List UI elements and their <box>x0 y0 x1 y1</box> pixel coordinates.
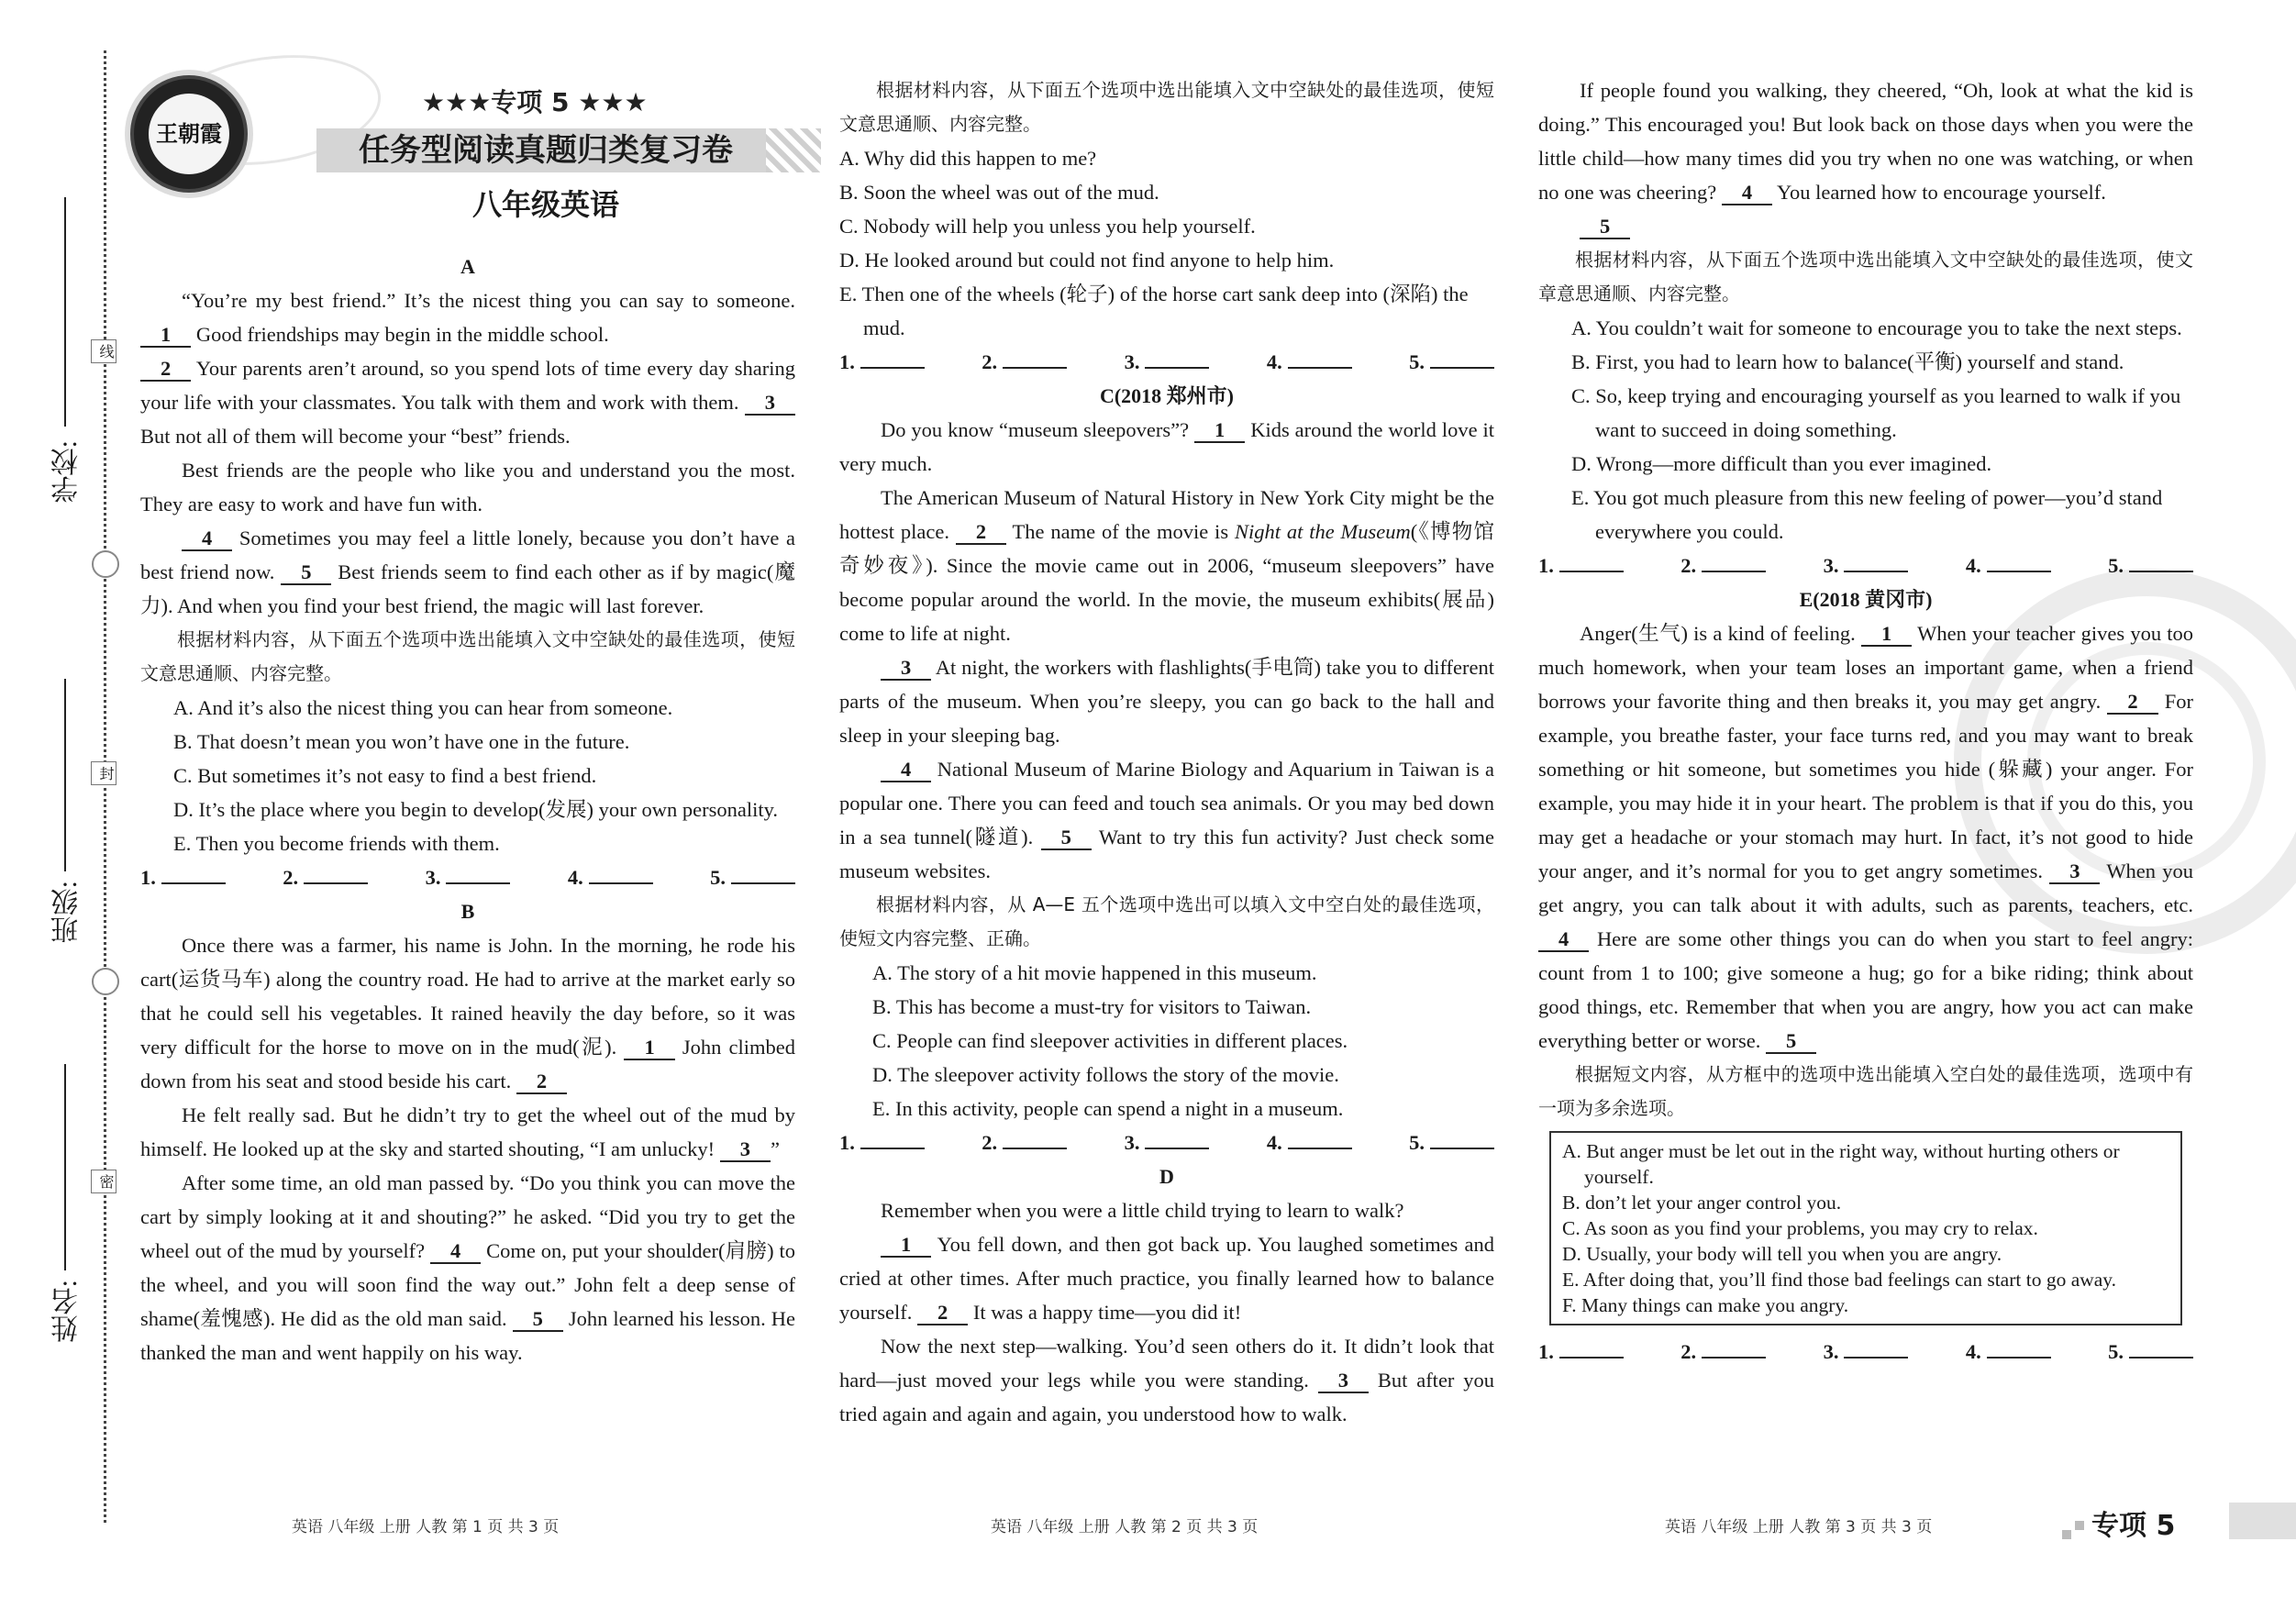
option-c: C. So, keep trying and encouraging yourself as you learned to walk if you want to succeed in doing something. <box>1571 384 2181 441</box>
option-e: E. Then you become friends with them. <box>173 832 500 855</box>
answer-field[interactable] <box>1003 1127 1067 1149</box>
footer-page-1: 英语 八年级 上册 人教 第 1 页 共 3 页 <box>292 1518 560 1536</box>
option-b: B. That doesn’t mean you won’t have one in the future. <box>173 730 630 753</box>
option-c: C. But sometimes it’s not easy to find a best friend. <box>173 764 597 787</box>
topic-label: ★★★专项 5 ★★★ <box>422 87 648 117</box>
blank-3[interactable]: 3 <box>881 657 931 681</box>
bind-mark-feng: 封 <box>91 761 116 785</box>
option-e: E. Then one of the wheels (轮子) of the horse cart sank deep into (深陷) the mud. <box>839 283 1469 339</box>
corner-square-icon <box>2062 1530 2071 1539</box>
title-bar-pattern <box>766 128 821 172</box>
passage-c-paragraph: 3 At night, the workers with flashlights(手电筒) take you to different parts of the museum. When you’re sleepy, you can go back to the hall and sleep in your sleeping bag. <box>839 656 1494 747</box>
blank-2[interactable]: 2 <box>956 521 1006 545</box>
corner-topic-label: 专项 5 <box>2091 1510 2176 1542</box>
section-label-e: E(2018 黄冈市) <box>1799 588 1933 611</box>
option-a: A. You couldn’t wait for someone to encourage you to take the next steps. <box>1571 316 2182 339</box>
answer-row-b: 1. 2. 3. 4. 5. <box>839 345 1494 379</box>
school-label: 学校: <box>52 440 83 504</box>
option-c: C. People can find sleepover activities in different places. <box>872 1029 1348 1052</box>
passage-b-paragraph: He felt really sad. But he didn’t try to get the wheel out of the mud by himself. He looked up at the sky and started shouting, “I am unlucky! 3 ” <box>140 1103 795 1160</box>
option-a: A. But anger must be let out in the right way, without hurting others or yourself. <box>1562 1140 2120 1188</box>
options-box <box>1549 1131 2182 1325</box>
instructions-e: 根据短文内容，从方框中的选项中选出能填入空白处的最佳选项，选项中有一项为多余选项。 <box>1538 1063 2193 1119</box>
column-2 <box>839 73 1494 1431</box>
passage-c-paragraph: 4 National Museum of Marine Biology and Aquarium in Taiwan is a popular one. There you can feed and touch sea animals. Or you may bed down in a sea tunnel(隧道). 5 Want to try this fun activity? Just check some museum websites. <box>839 758 1495 882</box>
section-label-a: A <box>460 255 475 278</box>
passage-b-paragraph: After some time, an old man passed by. “Do you think you can move the cart by simply looking at it and shouting?” he asked. “Did you try to get the wheel out of the mud by yourself? 4 Come on, put your shoulder(肩膀) to the wheel, and you will soon find the way out.” John felt a deep sense of shame(羞愧感). He did as the old man said. 5 John learned his lesson. He thanked the man and went happily on his way. <box>140 1171 796 1364</box>
blank-3[interactable]: 3 <box>745 392 795 416</box>
footer-page-2: 英语 八年级 上册 人教 第 2 页 共 3 页 <box>991 1518 1259 1536</box>
answer-field[interactable] <box>446 862 510 884</box>
passage-b-paragraph: Once there was a farmer, his name is John. In the morning, he rode his cart(运货马车) along the country road. He had to arrive at the market early so that he could sell his vegetables. It rained heavily the day before, so it was very difficult for the horse to move on in the mud(泥). 1 John climbed down from his seat and stood beside his cart. 2 <box>140 934 796 1092</box>
answer-field[interactable] <box>589 862 653 884</box>
passage-d-paragraph: Remember when you were a little child trying to learn to walk? <box>881 1199 1404 1222</box>
blank-3[interactable]: 3 <box>2049 860 2100 884</box>
blank-2[interactable]: 2 <box>917 1302 968 1325</box>
passage-a-paragraph: Best friends are the people who like you and understand you the most. They are easy to work and have fun with. <box>140 459 795 516</box>
blank-2[interactable]: 2 <box>140 358 191 382</box>
class-line[interactable] <box>64 679 66 871</box>
option-b: B. Soon the wheel was out of the mud. <box>839 181 1159 204</box>
section-label-d: D <box>1159 1165 1174 1188</box>
answer-field[interactable] <box>1559 550 1624 572</box>
footer-page-3: 英语 八年级 上册 人教 第 3 页 共 3 页 <box>1665 1518 1933 1536</box>
answer-field[interactable] <box>2129 550 2193 572</box>
bind-mark-xian: 线 <box>91 339 116 363</box>
blank-4[interactable]: 4 <box>182 527 232 551</box>
instructions-d: 根据材料内容，从下面五个选项中选出能填入文中空缺处的最佳选项，使文章意思通顺、内容完整。 <box>1538 249 2193 305</box>
passage-d-paragraph: Now the next step—walking. You’d seen others do it. It didn’t look that hard—just moved your legs while you were standing. 3 But after you tried again and again and again, you understood how to walk. <box>839 1335 1495 1425</box>
blank-2[interactable]: 2 <box>516 1070 567 1094</box>
section-label-c: C(2018 郑州市) <box>1099 384 1235 407</box>
answer-row-c: 1. 2. 3. 4. 5. <box>839 1126 1494 1159</box>
blank-5[interactable]: 5 <box>281 561 331 585</box>
passage-a-paragraph: 2 Your parents aren’t around, so you spend lots of time every day sharing your life with your classmates. You talk with them and work with them. 3 But not all of them will become your “best” friends. <box>140 357 795 448</box>
passage-e-paragraph: Anger(生气) is a kind of feeling. 1 When your teacher gives you too much homework, when your team loses an important game, when a friend borrows your favorite thing and then breaks it, you may get angry. 2 For example, you breathe faster, your face turns red, and you may want to break something or hit someone, but sometimes you hide (躲藏) your anger. For example, you may hide it in your heart. The problem is that if you do this, you may get a headache or your stomach may hurt. In fact, it’s not good to hide your anger, and it’s normal for you to get angry sometimes. 3 When you get angry, you can talk about it with adults, such as parents, teachers, etc. 4 Here are some other things you can do when you start to feel angry: count from 1 to 100; give someone a hug; go for a bike riding; think about good things, etc. Remember that when you are angry, how you act can make everything better or worse. 5 <box>1538 622 2194 1052</box>
answer-field[interactable] <box>2129 1336 2193 1359</box>
blank-4[interactable]: 4 <box>1538 928 1589 952</box>
passage-d-paragraph: If people found you walking, they cheered, “Oh, look at what the kid is doing.” This encouraged you! But look back on those days when you were the little child—how many times did you try when no one was watching, or when no one was cheering? 4 You learned how to encourage yourself. <box>1538 79 2193 204</box>
answer-field[interactable] <box>1430 347 1494 369</box>
blank-5[interactable]: 5 <box>1766 1030 1816 1054</box>
answer-row-a: 1. 2. 3. 4. 5. <box>140 860 795 894</box>
option-f: F. Many things can make you angry. <box>1562 1294 1849 1316</box>
answer-field[interactable] <box>161 862 226 884</box>
blank-1[interactable]: 1 <box>1194 419 1245 443</box>
passage-a-paragraph: 4 Sometimes you may feel a little lonely, because you don’t have a best friend now. 5 Best friends seem to find each other as if by magic(魔力). And when you find your best friend, the magic will last forever. <box>140 527 796 617</box>
option-d: D. It’s the place where you begin to develop(发展) your own personality. <box>173 798 778 821</box>
blank-5[interactable]: 5 <box>513 1308 563 1332</box>
blank-4[interactable]: 4 <box>881 759 931 782</box>
answer-field[interactable] <box>1844 1336 1908 1359</box>
binding-dotted-line <box>104 50 106 1523</box>
answer-field[interactable] <box>1288 347 1352 369</box>
column-3 <box>1538 73 2193 1369</box>
answer-field[interactable] <box>304 862 368 884</box>
instructions-a: 根据材料内容，从下面五个选项中选出能填入文中空缺处的最佳选项，使短文意思通顺、内容完整。 <box>140 628 795 684</box>
answer-field[interactable] <box>1145 1127 1209 1149</box>
answer-field[interactable] <box>860 1127 925 1149</box>
option-d: D. Wrong—more difficult than you ever imagined. <box>1571 452 1992 475</box>
option-d: D. The sleepover activity follows the story of the movie. <box>872 1063 1339 1086</box>
binding-hole-icon <box>92 550 119 578</box>
blank-1[interactable]: 1 <box>140 324 191 348</box>
option-c: C. Nobody will help you unless you help yourself. <box>839 215 1256 238</box>
option-a: A. The story of a hit movie happened in this museum. <box>872 961 1317 984</box>
binding-hole-icon <box>92 968 119 995</box>
answer-field[interactable] <box>1702 1336 1766 1359</box>
option-b: B. don’t let your anger control you. <box>1562 1192 1842 1214</box>
blank-1[interactable]: 1 <box>1861 623 1912 647</box>
answer-field[interactable] <box>1987 550 2051 572</box>
blank-3[interactable]: 3 <box>720 1138 771 1162</box>
option-e: E. After doing that, you’ll find those bad feelings can start to go away. <box>1562 1269 2117 1291</box>
blank-4[interactable]: 4 <box>1722 182 1772 205</box>
option-d: D. Usually, your body will tell you when you are angry. <box>1562 1243 2002 1265</box>
answer-field[interactable] <box>860 347 925 369</box>
blank-1[interactable]: 1 <box>624 1037 674 1060</box>
instructions-c: 根据材料内容，从 A—E 五个选项中选出可以填入文中空白处的最佳选项，使短文内容完整、正确。 <box>839 893 1494 949</box>
publisher-logo: 王朝霞 <box>130 75 248 193</box>
answer-row-e: 1. 2. 3. 4. 5. <box>1538 1335 2193 1369</box>
option-b: B. First, you had to learn how to balance(平衡) yourself and stand. <box>1571 350 2124 373</box>
answer-field[interactable] <box>1844 550 1908 572</box>
answer-row-d: 1. 2. 3. 4. 5. <box>1538 549 2193 582</box>
corner-bar <box>2229 1503 2296 1539</box>
column-1 <box>140 250 795 1370</box>
bind-mark-mi: 密 <box>91 1170 116 1193</box>
answer-field[interactable] <box>731 862 795 884</box>
school-line[interactable] <box>64 197 66 427</box>
corner-square-icon <box>2075 1521 2084 1530</box>
passage-a-paragraph: “You’re my best friend.” It’s the nicest thing you can say to someone. 1 Good friendships may begin in the middle school. <box>140 283 795 351</box>
blank-2[interactable]: 2 <box>2107 691 2157 715</box>
option-b: B. This has become a must-try for visitors to Taiwan. <box>872 995 1312 1018</box>
option-c: C. As soon as you find your problems, you may cry to relax. <box>1562 1217 2038 1239</box>
passage-d-paragraph <box>1538 209 2193 243</box>
answer-field[interactable] <box>1702 550 1766 572</box>
section-label-b: B <box>460 900 475 923</box>
answer-field[interactable] <box>1003 347 1067 369</box>
answer-field[interactable] <box>1559 1336 1624 1359</box>
blank-5[interactable]: 5 <box>1580 216 1630 239</box>
instructions-b: 根据材料内容，从下面五个选项中选出能填入文中空缺处的最佳选项，使短文意思通顺、内容完整。 <box>839 79 1494 135</box>
blank-1[interactable]: 1 <box>881 1234 931 1258</box>
passage-c-paragraph: The American Museum of Natural History in New York City might be the hottest place. 2 The name of the movie is Night at the Museum(《博物馆奇妙夜》). Since the movie came out in 2006, “museum sleepovers” have become popular around the world. In the movie, the museum exhibits(展品) come to life at night. <box>839 486 1495 645</box>
blank-3[interactable]: 3 <box>1318 1370 1369 1393</box>
option-e: E. In this activity, people can spend a night in a museum. <box>872 1097 1344 1120</box>
option-e: E. You got much pleasure from this new feeling of power—you’d stand everywhere you could. <box>1571 486 2163 543</box>
passage-d-paragraph: 1 You fell down, and then got back up. You laughed sometimes and cried at other times. After much practice, you finally learned how to balance yourself. 2 It was a happy time—you did it! <box>839 1233 1494 1324</box>
page-subtitle: 八年级英语 <box>471 187 619 222</box>
option-a: A. And it’s also the nicest thing you can hear from someone. <box>173 696 673 719</box>
blank-4[interactable]: 4 <box>430 1240 481 1264</box>
page-title: 任务型阅读真题归类复习卷 <box>359 132 733 169</box>
option-d: D. He looked around but could not find anyone to help him. <box>839 249 1335 272</box>
blank-5[interactable]: 5 <box>1041 826 1092 850</box>
name-line[interactable] <box>64 1064 66 1270</box>
movie-title: Night at the Museum <box>1234 520 1411 543</box>
passage-c-paragraph: Do you know “museum sleepovers”? 1 Kids around the world love it very much. <box>839 418 1495 475</box>
answer-field[interactable] <box>1987 1336 2051 1359</box>
answer-field[interactable] <box>1145 347 1209 369</box>
answer-field[interactable] <box>1430 1127 1494 1149</box>
name-label: 姓名: <box>52 1280 83 1343</box>
option-a: A. Why did this happen to me? <box>839 147 1097 170</box>
class-label: 班级: <box>52 881 83 944</box>
answer-field[interactable] <box>1288 1127 1352 1149</box>
